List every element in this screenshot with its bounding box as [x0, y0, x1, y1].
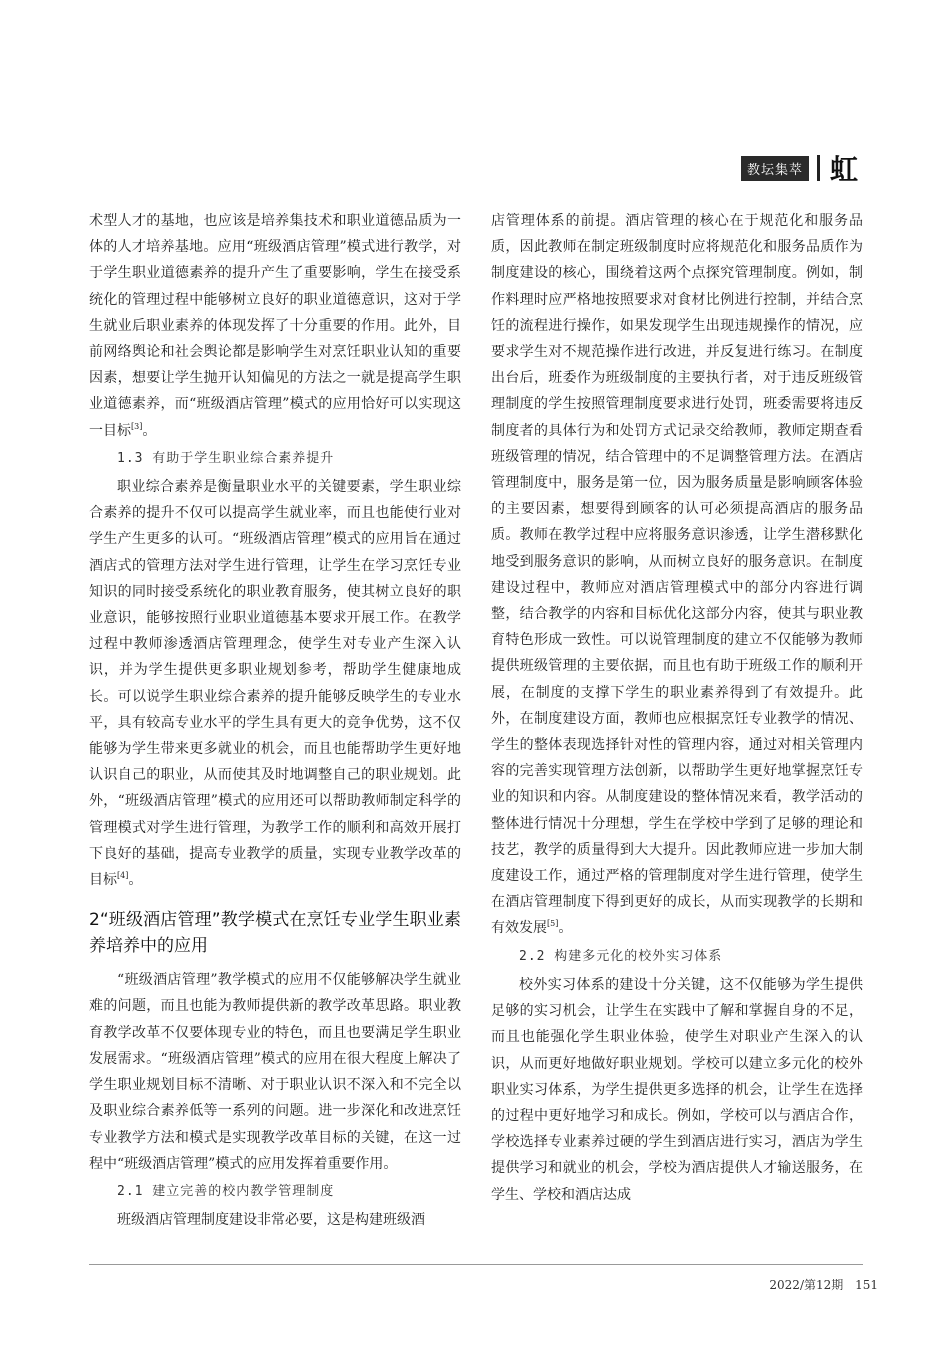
- subsection-heading: 2.2 构建多元化的校外实习体系: [519, 948, 723, 964]
- right-column: [491, 208, 863, 1208]
- page-number: 151: [855, 1278, 878, 1292]
- citation: [4]: [117, 871, 129, 881]
- paragraph: 店管理体系的前提。酒店管理的核心在于规范化和服务品质，因此教师在制定班级制度时应将规范化和服务品质作为制度建设的核心，围绕着这两个点探究管理制度。例如，制作料理时应严格地按照要求对食材比例进行控制，并结合烹饪的流程进行操作，如果发现学生出现违规操作的情况，应要求学生对不规范操作进行改进，并反复进行练习。在制度出台后，班委作为班级制度的主要执行者，对于违反班级管理制度的学生按照管理制度要求进行处罚，班委需要将违反制度者的具体行为和处罚方式记录交给教师，教师定期查看班级管理的情况，结合管理中的不足调整管理方法。在酒店管理制度中，服务是第一位，因为服务质量是影响顾客体验的主要因素，想要得到顾客的认可必须提高酒店的服务品质。教师在教学过程中应将服务意识渗透，让学生潜移默化地受到服务意识的影响，从而树立良好的服务意识。在制度建设过程中，教师应对酒店管理模式中的部分内容进行调整，结合教学的内容和目标优化这部分内容，使其与职业教育特色形成一致性。可以说管理制度的建立不仅能够为教师提供班级管理的主要依据，而且也有助于班级工作的顺利开展，在制度的支撑下学生的职业素养得到了有效提升。此外，在制度建设方面，教师也应根据烹饪专业教学的情况、学生的整体表现选择针对性的管理内容，通过对相关管理内容的完善实现管理方法创新，以帮助学生更好地掌握烹饪专业的知识和内容。从制度建设的整体情况来看，教学活动的整体进行情况十分理想，学生在学校中学到了足够的理论和技艺，教学的质量得到大大提升。因此教师应进一步加大制度建设工作，通过严格的管理制度对学生进行管理，使学生在酒店管理制度下得到更好的成长，从而实现教学的长期和有效发展[5]。: [491, 213, 863, 937]
- footer-rule: [89, 1264, 863, 1265]
- paragraph: 班级酒店管理制度建设非常必要，这是构建班级酒: [117, 1212, 425, 1229]
- issue-label: 2022/第12期: [769, 1278, 844, 1292]
- citation: [5]: [547, 919, 559, 929]
- left-column: [89, 208, 461, 1233]
- section-heading: 2“班级酒店管理”教学模式在烹饪专业学生职业素养培养中的应用: [89, 910, 461, 957]
- paragraph: 职业综合素养是衡量职业水平的关键要素，学生职业综合素养的提升不仅可以提高学生就业率，而且也能使行业对学生产生更多的认可。“班级酒店管理”模式的应用旨在通过酒店式的管理方法对学生进行管理，让学生在学习烹饪专业知识的同时接受系统化的职业教育服务，使其树立良好的职业意识，能够按照行业职业道德基本要求开展工作。在教学过程中教师渗透酒店管理理念，使学生对专业产生深入认识，并为学生提供更多职业规划参考，帮助学生健康地成长。可以说学生职业综合素养的提升能够反映学生的专业水平，具有较高专业水平的学生具有更大的竞争优势，这不仅能够为学生带来更多就业的机会，而且也能帮助学生更好地认识自己的职业，从而使其及时地调整自己的职业规划。此外，“班级酒店管理”模式的应用还可以帮助教师制定科学的管理模式对学生进行管理，为教学工作的顺利和高效开展打下良好的基础，提高专业教学的质量，实现专业教学改革的目标[4]。: [89, 479, 461, 889]
- section-badge: 教坛集萃: [741, 156, 809, 181]
- paragraph: 校外实习体系的建设十分关键，这不仅能够为学生提供足够的实习机会，让学生在实践中了解和掌握自身的不足，而且也能强化学生职业体验，使学生对职业产生深入的认识，从而更好地做好职业规划。学校可以建立多元化的校外职业实习体系，为学生提供更多选择的机会，让学生在选择的过程中更好地学习和成长。例如，学校可以与酒店合作，学校选择专业素养过硬的学生到酒店进行实习，酒店为学生提供学习和就业的机会，学校为酒店提供人才输送服务，在学生、学校和酒店达成: [491, 976, 863, 1203]
- citation: [3]: [131, 421, 143, 431]
- running-header: [741, 148, 858, 188]
- page-footer: [761, 1276, 878, 1293]
- journal-mark: 虹: [829, 153, 858, 186]
- subsection-heading: 1.3 有助于学生职业综合素养提升: [117, 450, 335, 466]
- paragraph: “班级酒店管理”教学模式的应用不仅能够解决学生就业难的问题，而且也能为教师提供新的教学改革思路。职业教育教学改革不仅要体现专业的特色，而且也要满足学生职业发展需求。“班级酒店管理”模式的应用在很大程度上解决了学生职业规划目标不清晰、对于职业认识不深入和不完全以及职业综合素养低等一系列的问题。进一步深化和改进烹饪专业教学方法和模式是实现教学改革目标的关键，在这一过程中“班级酒店管理”模式的应用发挥着重要作用。: [89, 972, 461, 1172]
- paragraph: 术型人才的基地，也应该是培养集技术和职业道德品质为一体的人才培养基地。应用“班级酒店管理”模式进行教学，对于学生职业道德素养的提升产生了重要影响，学生在接受系统化的管理过程中能够树立良好的职业道德意识，这对于学生就业后职业素养的体现发挥了十分重要的作用。此外，目前网络舆论和社会舆论都是影响学生对烹饪职业认知的重要因素，想要让学生抛开认知偏见的方法之一就是提高学生职业道德素养，而“班级酒店管理”模式的应用恰好可以实现这一目标[3]。: [89, 213, 461, 439]
- subsection-heading: 2.1 建立完善的校内教学管理制度: [117, 1183, 335, 1199]
- header-divider: [817, 155, 820, 181]
